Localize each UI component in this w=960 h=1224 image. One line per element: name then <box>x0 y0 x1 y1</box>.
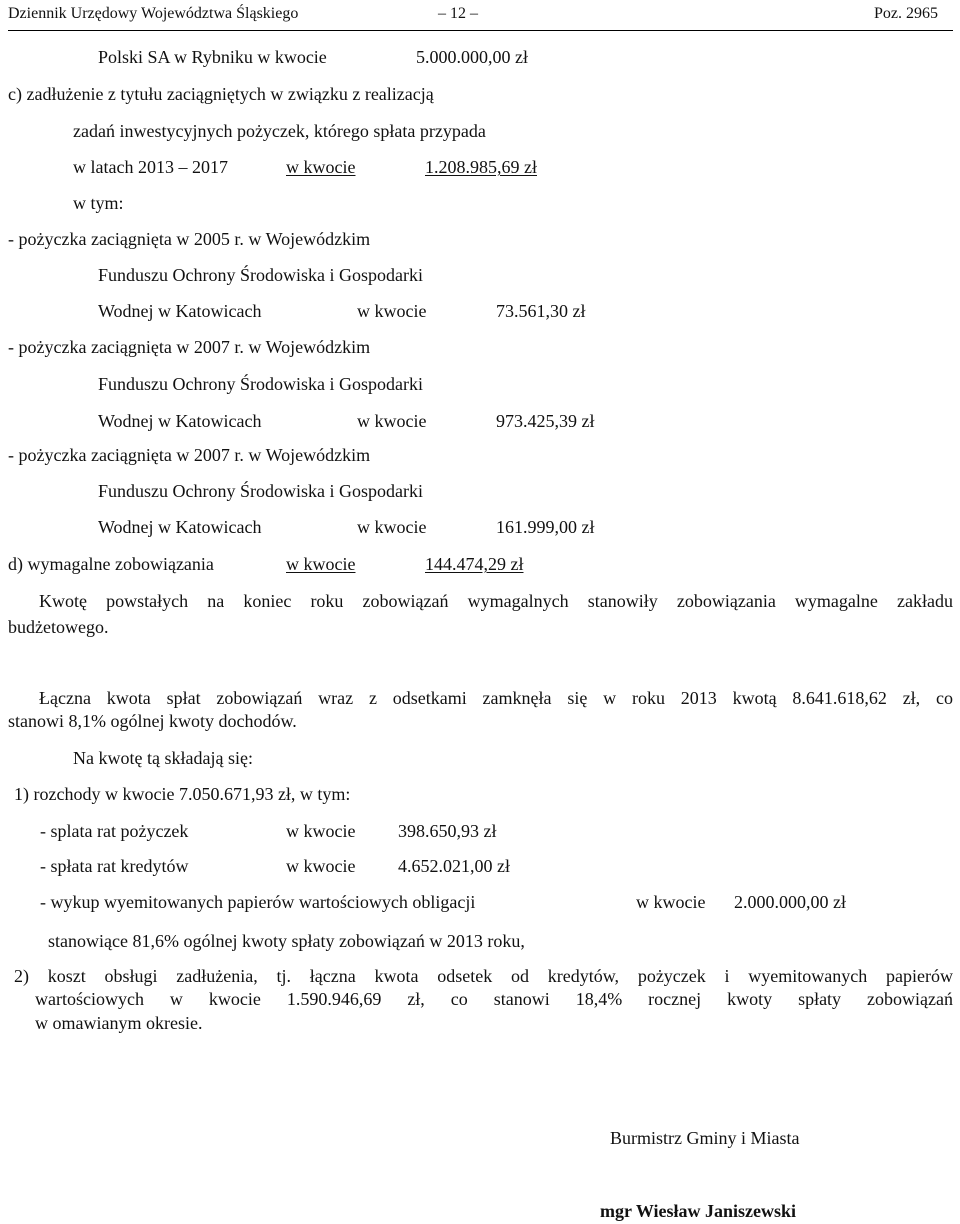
position-number: Poz. 2965 <box>874 5 938 22</box>
splata-kredytow-kwocie: w kwocie <box>286 856 356 876</box>
loan1-line1: - pożyczka zaciągnięta w 2005 r. w Wojewódzkim <box>8 229 371 249</box>
kwote-paragraph-line2: budżetowego. <box>8 617 109 637</box>
header-rule <box>8 30 953 31</box>
rybnik-line-text: Polski SA w Rybniku w kwocie <box>98 47 327 67</box>
journal-title: Dziennik Urzędowy Województwa Śląskiego <box>8 5 299 22</box>
section-d-amount: 144.474,29 zł <box>425 554 524 574</box>
w-tym-label: w tym: <box>73 193 124 213</box>
kwote-paragraph-line1: Kwotę powstałych na koniec roku zobowiązań wymagalnych stanowiły zobowiązania wymagalne zakładu <box>39 591 953 611</box>
loan2-kwocie: w kwocie <box>357 411 427 431</box>
na-kwote-heading: Na kwotę tą składają się: <box>73 748 253 768</box>
section-c-years: w latach 2013 – 2017 <box>73 157 228 177</box>
signature-title: Burmistrz Gminy i Miasta <box>610 1128 800 1148</box>
loan3-line3: Wodnej w Katowicach <box>98 517 262 537</box>
loan3-kwocie: w kwocie <box>357 517 427 537</box>
loan1-line3: Wodnej w Katowicach <box>98 301 262 321</box>
signature-name: mgr Wiesław Janiszewski <box>600 1201 797 1221</box>
splata-pozyczek-amount: 398.650,93 zł <box>398 821 497 841</box>
wykup-label: - wykup wyemitowanych papierów wartościowych obligacji <box>40 892 476 912</box>
page-number: – 12 – <box>438 5 478 22</box>
loan2-line2: Funduszu Ochrony Środowiska i Gospodarki <box>98 374 423 394</box>
splata-kredytow-amount: 4.652.021,00 zł <box>398 856 510 876</box>
splata-pozyczek-kwocie: w kwocie <box>286 821 356 841</box>
section-c-line2: zadań inwestycyjnych pożyczek, którego spłata przypada <box>73 121 486 141</box>
stanowiace-line: stanowiące 81,6% ogólnej kwoty spłaty zobowiązań w 2013 roku, <box>48 931 525 951</box>
koszt-line2: wartościowych w kwocie 1.590.946,69 zł, co stanowi 18,4% rocznej kwoty spłaty zobowiązań <box>35 989 953 1009</box>
loan1-amount: 73.561,30 zł <box>496 301 586 321</box>
loan1-kwocie: w kwocie <box>357 301 427 321</box>
splata-kredytow-label: - spłata rat kredytów <box>40 856 189 876</box>
rozchody-line: 1) rozchody w kwocie 7.050.671,93 zł, w tym: <box>14 784 351 804</box>
section-c-kwocie: w kwocie <box>286 157 356 177</box>
loan1-line2: Funduszu Ochrony Środowiska i Gospodarki <box>98 265 423 285</box>
wykup-amount: 2.000.000,00 zł <box>734 892 846 912</box>
loan2-amount: 973.425,39 zł <box>496 411 595 431</box>
laczna-paragraph-line2: stanowi 8,1% ogólnej kwoty dochodów. <box>8 711 297 731</box>
section-d-kwocie: w kwocie <box>286 554 356 574</box>
loan3-amount: 161.999,00 zł <box>496 517 595 537</box>
wykup-kwocie: w kwocie <box>636 892 706 912</box>
rybnik-line-amount: 5.000.000,00 zł <box>416 47 528 67</box>
loan2-line3: Wodnej w Katowicach <box>98 411 262 431</box>
section-c-amount: 1.208.985,69 zł <box>425 157 537 177</box>
splata-pozyczek-label: - splata rat pożyczek <box>40 821 189 841</box>
loan3-line2: Funduszu Ochrony Środowiska i Gospodarki <box>98 481 423 501</box>
section-c-line1: c) zadłużenie z tytułu zaciągniętych w związku z realizacją <box>8 84 434 104</box>
loan3-line1: - pożyczka zaciągnięta w 2007 r. w Wojewódzkim <box>8 445 371 465</box>
loan2-line1: - pożyczka zaciągnięta w 2007 r. w Wojewódzkim <box>8 337 371 357</box>
section-d-label: d) wymagalne zobowiązania <box>8 554 214 574</box>
koszt-line1: 2) koszt obsługi zadłużenia, tj. łączna kwota odsetek od kredytów, pożyczek i wyemitowanych papierów <box>14 966 953 986</box>
koszt-line3: w omawianym okresie. <box>35 1013 203 1033</box>
laczna-paragraph-line1: Łączna kwota spłat zobowiązań wraz z odsetkami zamknęła się w roku 2013 kwotą 8.641.618,62 zł, co <box>39 688 953 708</box>
